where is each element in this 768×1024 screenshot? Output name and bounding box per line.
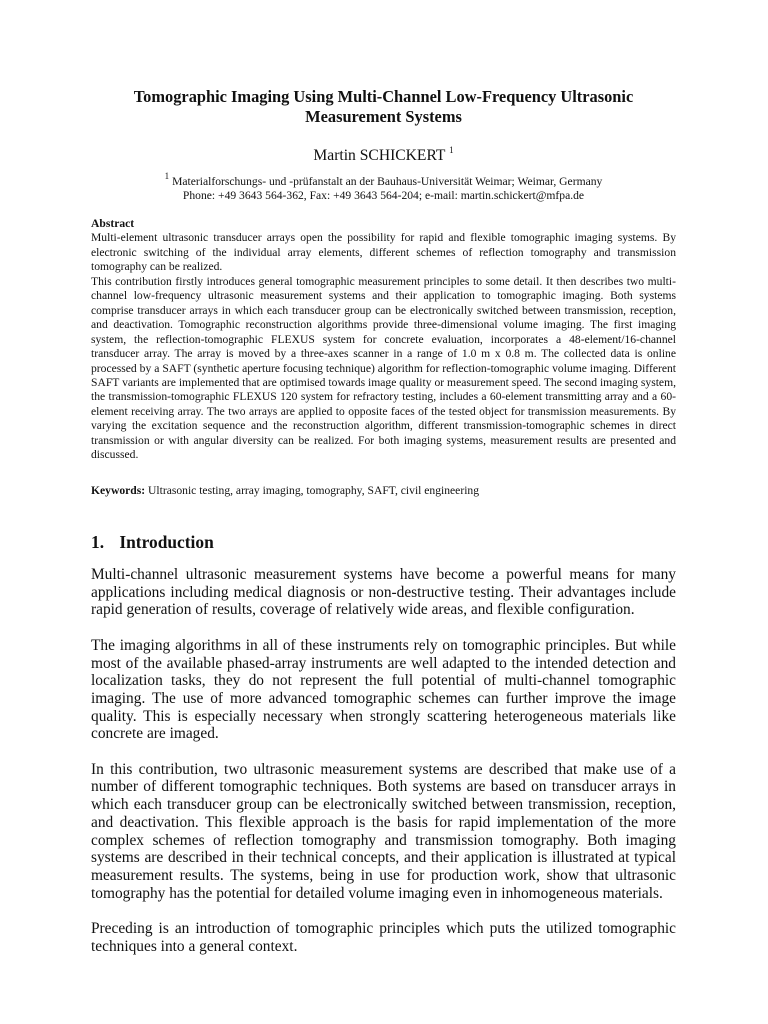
section-number: 1. <box>91 532 105 552</box>
abstract-heading: Abstract <box>91 217 135 230</box>
section-title: Introduction <box>119 532 214 552</box>
body-text <box>91 566 676 973</box>
contact-info: Phone: +49 3643 564-362, Fax: +49 3643 564-204; e-mail: martin.schickert@mfpa.de <box>182 189 585 203</box>
section-heading <box>91 531 214 553</box>
paper-title <box>91 87 676 127</box>
body-paragraph: Preceding is an introduction of tomographic principles which puts the utilized tomographic techniques into a general context. <box>91 920 676 955</box>
body-paragraph: In this contribution, two ultrasonic measurement systems are described that make use of a number of different tomographic techniques. Both systems are based on transducer arrays in which each transducer group can be electronically switched between transmission, reception, and deactivation. This flexible approach is the basis for rapid implementation of the more complex schemes of reflection tomography and transmission tomography. Both imaging systems are described in their technical concepts, and their application is illustrated at typical measurement results. The systems, being in use for production work, show that ultrasonic tomography has the potential for detailed volume imaging even in inhomogeneous materials. <box>91 760 676 902</box>
affiliation-mark: 1 <box>164 171 170 181</box>
abstract-block <box>91 217 676 463</box>
title-line-1: Tomographic Imaging Using Multi-Channel Low-Frequency Ultrasonic <box>133 87 634 106</box>
author-affiliation-mark: 1 <box>449 145 454 155</box>
affiliation-text: Materialforschungs- und -prüfanstalt an der Bauhaus-Universität Weimar; Weimar, Germany <box>172 174 603 188</box>
affiliation-block <box>91 170 676 204</box>
title-line-2: Measurement Systems <box>305 107 462 126</box>
body-paragraph: The imaging algorithms in all of these instruments rely on tomographic principles. But while most of the available phased-array instruments are well adapted to the intended detection and localization tasks, they do not represent the full potential of multi-channel tomographic imaging. The use of more advanced tomographic schemes can further improve the image quality. This is especially necessary when strongly scattering heterogeneous materials like concrete are imaged. <box>91 636 676 743</box>
abstract-paragraph: This contribution firstly introduces general tomographic measurement principles to some detail. It then describes two multi-channel low-frequency ultrasonic measurement systems and their application to tomographic imaging. Both systems comprise transducer arrays in which each transducer group can be electronically switched between transmission, reception, and deactivation. Tomographic reconstruction algorithms provide three-dimensional volume imaging. The first imaging system, the reflection-tomographic FLEXUS system for concrete evaluation, incorporates a 48-element/16-channel transducer array. The array is moved by a three-axes scanner in a range of 1.0 m x 0.8 m. The collected data is online processed by a SAFT (synthetic aperture focusing technique) algorithm for reflection-tomographic volume imaging. Different SAFT variants are implemented that are optimised towards image quality or measurement speed. The second imaging system, the transmission-tomographic FLEXUS 120 system for refractory testing, includes a 60-element transmitting array and a 60-element receiving array. The two arrays are applied to opposite faces of the tested object for transmission measurements. By varying the excitation sequence and the reconstruction algorithm, different transmission-tomographic schemes in direct transmission or with angular diversity can be realized. For both imaging systems, measurement results are presented and discussed. <box>91 274 676 462</box>
body-paragraph: Multi-channel ultrasonic measurement systems have become a powerful means for many applications including medical diagnosis or non-destructive testing. Their advantages include rapid generation of results, coverage of relatively wide areas, and flexible configuration. <box>91 566 676 619</box>
keywords-label: Keywords: <box>91 484 146 497</box>
keywords-line <box>91 484 676 499</box>
abstract-paragraph: Multi-element ultrasonic transducer arrays open the possibility for rapid and flexible tomographic imaging systems. By electronic switching of the individual array elements, different schemes of reflection tomography and transmission tomography can be realized. <box>91 231 676 274</box>
keywords-text: Ultrasonic testing, array imaging, tomography, SAFT, civil engineering <box>148 484 480 497</box>
author-line <box>91 141 676 166</box>
author-name: Martin SCHICKERT <box>313 147 446 165</box>
